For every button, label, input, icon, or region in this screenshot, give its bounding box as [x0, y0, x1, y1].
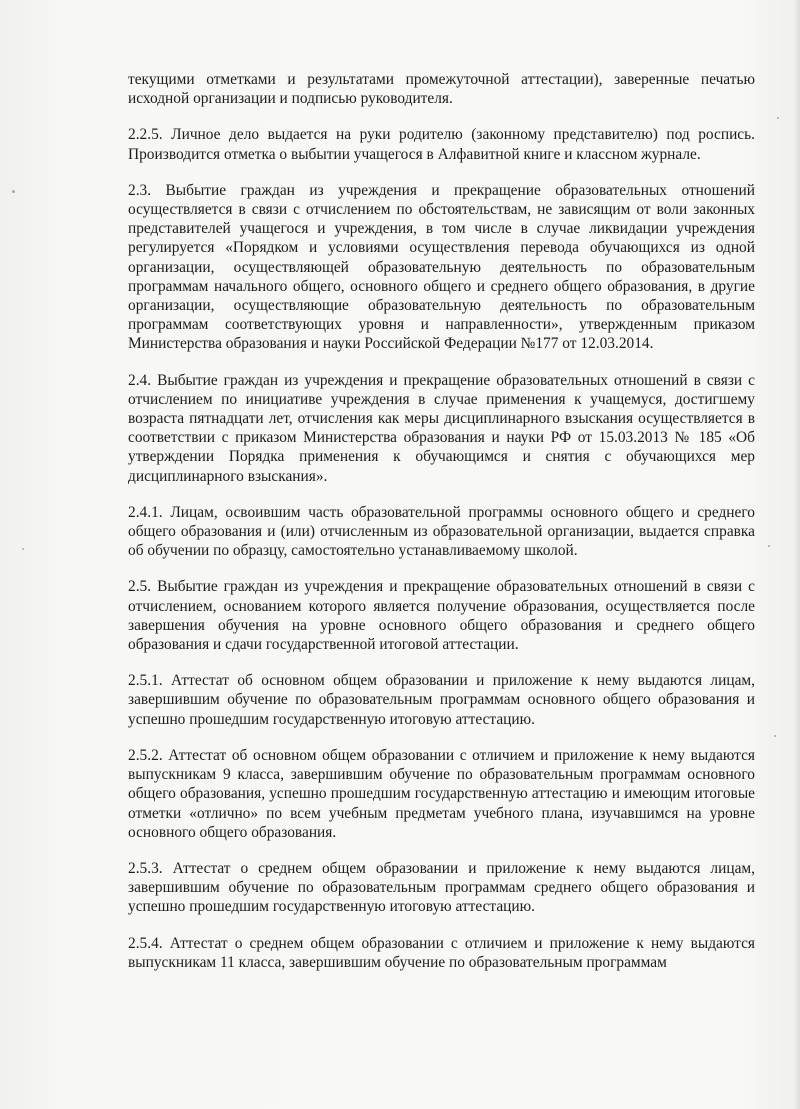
paragraph-2-4-1: 2.4.1. Лицам, освоившим часть образовательной программы основного общего и среднего общего образования и (или) отчисленным из образовательной организации, выдается справка об обучении по образцу, самостоятельно устанавливаемому школой. — [128, 503, 755, 560]
page-edge-shadow — [794, 0, 800, 1109]
paragraph-2-5-3: 2.5.3. Аттестат о среднем общем образовании и приложение к нему выдаются лицам, завершившим обучение по образовательным программам среднего общего образования и успешно прошедшим государственную итоговую аттестацию. — [128, 859, 755, 916]
scan-speck — [777, 117, 779, 119]
paragraph-2-3: 2.3. Выбытие граждан из учреждения и прекращение образовательных отношений осуществляется в связи с отчислением по обстоятельствам, не зависящим от воли законных представителей учащегося и учреждения, в том числе в случае ликвидации учреждения регулируется «Порядком и условиями осуществления перевода обучающихся из одной организации, осуществляющей образовательную деятельность по образовательным программам начального общего, основного общего и среднего общего образования, в другие организации, осуществляющие образовательную деятельность по образовательным программам соответствующих уровня и направленности», утвержденным приказом Министерства образования и науки Российской Федерации №177 от 12.03.2014. — [128, 181, 755, 353]
scan-speck — [12, 190, 15, 193]
paragraph-2-5: 2.5. Выбытие граждан из учреждения и прекращение образовательных отношений в связи с отчислением, основанием которого является получение образования, осуществляется после завершения обучения на уровне основного общего образования и среднего общего образования и сдачи государственной итоговой аттестации. — [128, 578, 755, 654]
paragraph-2-5-1: 2.5.1. Аттестат об основном общем образовании и приложение к нему выдаются лицам, завершившим обучение по образовательным программам основного общего образования и успешно прошедшим государственную итоговую аттестацию. — [128, 672, 755, 728]
paragraph-2-5-2: 2.5.2. Аттестат об основном общем образовании с отличием и приложение к нему выдаются выпускникам 9 класса, завершившим обучение по образовательным программам основного общего образования, успешно прошедшим государственную аттестацию и имеющим итоговые отметки «отлично» по всем учебным предметам учебного плана, изучавшимся на уровне основного общего образования. — [128, 746, 755, 841]
scan-speck — [22, 548, 24, 550]
paragraph-2-2-5: 2.2.5. Личное дело выдается на руки родителю (законному представителю) под роспись. Производится отметка о выбытии учащегося в Алфавитной книге и классном журнале. — [128, 126, 755, 163]
paragraph-continuation: текущими отметками и результатами промежуточной аттестации), заверенные печатью исходной организации и подписью руководителя. — [128, 71, 755, 108]
scan-speck — [774, 735, 776, 737]
scan-speck — [768, 545, 770, 547]
document-body — [128, 70, 755, 989]
paragraph-2-5-4: 2.5.4. Аттестат о среднем общем образовании с отличием и приложение к нему выдаются выпускникам 11 класса, завершившим обучение по образовательным программам — [128, 934, 755, 971]
paragraph-2-4: 2.4. Выбытие граждан из учреждения и прекращение образовательных отношений в связи с отчислением по инициативе учреждения в случае применения к учащемуся, достигшему возраста пятнадцати лет, отчисления как меры дисциплинарного взыскания осуществляется в соответствии с приказом Министерства образования и науки РФ от 15.03.2013 № 185 «Об утверждении Порядка применения к обучающимся и снятия с обучающихся мер дисциплинарного взыскания». — [128, 371, 755, 485]
